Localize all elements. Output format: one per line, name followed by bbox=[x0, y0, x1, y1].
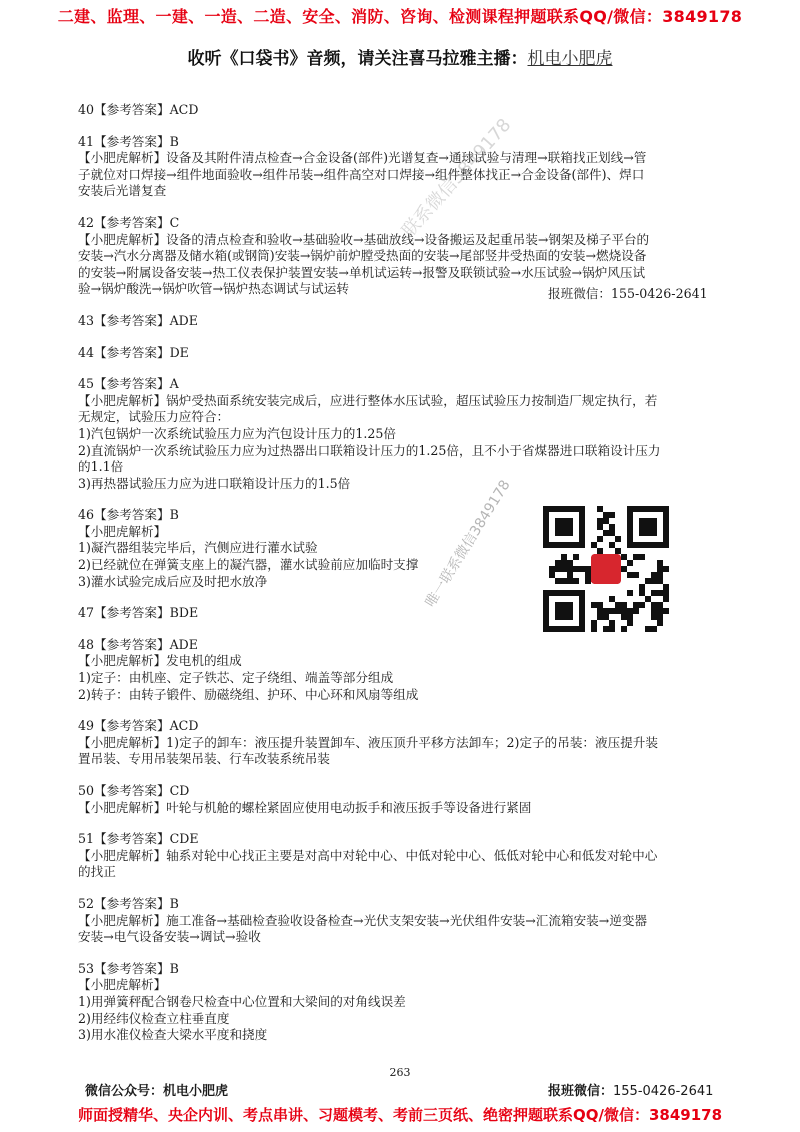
analysis-line: 2)转子：由转子锻件、励磁绕组、护环、中心环和风扇等组成 bbox=[78, 686, 419, 702]
qr-module bbox=[657, 560, 663, 566]
answer-key-line: 47【参考答案】BDE bbox=[78, 605, 199, 621]
qr-module bbox=[639, 554, 645, 560]
qr-module bbox=[621, 608, 627, 614]
qr-module bbox=[603, 530, 609, 536]
qr-module bbox=[663, 590, 669, 596]
qr-module bbox=[651, 578, 657, 584]
analysis-line: 2)已经就位在弹簧支座上的凝汽器，灌水试验前应加临时支撑 bbox=[78, 557, 419, 573]
page-number: 263 bbox=[389, 1066, 411, 1079]
qr-module bbox=[609, 530, 615, 536]
qr-module bbox=[585, 578, 591, 584]
qr-module bbox=[621, 626, 627, 632]
qr-module bbox=[663, 566, 669, 572]
subtitle bbox=[0, 44, 800, 69]
answer-key-line: 49【参考答案】ACD bbox=[78, 718, 199, 734]
watermark-diagonal-1: 联系微信3849178 bbox=[397, 114, 516, 242]
answer-key-line: 53【参考答案】B bbox=[78, 960, 179, 976]
qr-module bbox=[603, 608, 609, 614]
qr-module bbox=[609, 596, 615, 602]
qr-module bbox=[645, 578, 651, 584]
footer-contact bbox=[548, 1080, 713, 1099]
analysis-line: 3)用水准仪检查大梁水平度和挠度 bbox=[78, 1027, 268, 1043]
qr-module bbox=[573, 566, 579, 572]
qr-module bbox=[597, 518, 603, 524]
analysis-line: 子就位对口焊接→组件地面验收→组件吊装→组件高空对口焊接→组件整体找正→合金设备(部件)、焊口 bbox=[78, 166, 645, 182]
qr-module bbox=[561, 554, 567, 560]
qr-module bbox=[645, 626, 651, 632]
answer-entry bbox=[78, 896, 714, 946]
analysis-line: 【小肥虎解析】1)定子的卸车：液压提升装置卸车、液压顶升平移方法卸车；2)定子的吊装：液压提升装 bbox=[78, 734, 658, 750]
qr-module bbox=[585, 566, 591, 572]
qr-module bbox=[603, 626, 609, 632]
qr-module bbox=[633, 554, 639, 560]
analysis-line: 1)凝汽器组装完毕后，汽侧应进行灌水试验 bbox=[78, 540, 318, 556]
qr-module bbox=[597, 602, 603, 608]
analysis-line: 【小肥虎解析】发电机的组成 bbox=[78, 653, 242, 669]
qr-module bbox=[621, 566, 627, 572]
analysis-line: 1)用弹簧秤配合钢卷尺检查中心位置和大梁间的对角线误差 bbox=[78, 993, 406, 1009]
qr-module bbox=[555, 566, 561, 572]
qr-module bbox=[663, 596, 669, 602]
answer-entry bbox=[78, 783, 714, 816]
qr-module bbox=[573, 578, 579, 584]
qr-module bbox=[567, 566, 573, 572]
qr-module bbox=[591, 542, 597, 548]
qr-module bbox=[657, 566, 663, 572]
qr-module bbox=[591, 602, 597, 608]
analysis-line: 的找正 bbox=[78, 864, 116, 880]
top-banner: 二建、监理、一建、一造、二造、安全、消防、咨询、检测课程押题联系QQ/微信：3849178 bbox=[57, 7, 743, 26]
answer-key-line: 43【参考答案】ADE bbox=[78, 312, 198, 328]
qr-module bbox=[555, 578, 561, 584]
answer-entry bbox=[78, 961, 714, 1044]
analysis-line: 2)直流锅炉一次系统试验压力应为过热器出口联箱设计压力的1.25倍，且不小于省煤器进口联箱设计压力 bbox=[78, 442, 661, 458]
answer-key-line: 40【参考答案】ACD bbox=[78, 102, 199, 117]
qr-module bbox=[603, 512, 609, 518]
qr-module bbox=[615, 602, 621, 608]
answer-entry bbox=[78, 313, 714, 330]
qr-module bbox=[597, 524, 603, 530]
qr-module bbox=[639, 602, 645, 608]
qr-module bbox=[597, 608, 603, 614]
analysis-line: 【小肥虎解析】 bbox=[78, 977, 167, 993]
analysis-line: 1)定子：由机座、定子铁芯、定子绕组、端盖等部分组成 bbox=[78, 670, 394, 686]
qr-module bbox=[591, 626, 597, 632]
qr-module bbox=[549, 572, 555, 578]
qr-module bbox=[657, 602, 663, 608]
subtitle-host-link[interactable]: 机电小肥虎 bbox=[527, 49, 613, 69]
footer-contact-value: 155-0426-2641 bbox=[613, 1084, 714, 1099]
qr-module bbox=[561, 566, 567, 572]
qr-module bbox=[609, 620, 615, 626]
qr-module bbox=[597, 614, 603, 620]
qr-module bbox=[657, 578, 663, 584]
qr-module bbox=[597, 506, 603, 512]
analysis-line: 3)灌水试验完成后应及时把水放净 bbox=[78, 573, 268, 589]
footer-contact-label: 报班微信： bbox=[548, 1084, 614, 1099]
qr-module bbox=[627, 572, 633, 578]
qr-module bbox=[621, 614, 627, 620]
analysis-line: 无规定，试验压力应符合： bbox=[78, 409, 230, 425]
qr-module bbox=[561, 560, 567, 566]
answer-key-line: 42【参考答案】C bbox=[78, 214, 180, 230]
qr-module bbox=[615, 536, 621, 542]
qr-module bbox=[639, 590, 645, 596]
qr-module bbox=[627, 620, 633, 626]
analysis-line: 【小肥虎解析】 bbox=[78, 523, 167, 539]
qr-module bbox=[633, 608, 639, 614]
qr-module bbox=[585, 572, 591, 578]
qr-module bbox=[573, 554, 579, 560]
qr-module bbox=[603, 614, 609, 620]
analysis-line: 1)汽包锅炉一次系统试验压力应为汽包设计压力的1.25倍 bbox=[78, 425, 397, 441]
qr-module bbox=[621, 602, 627, 608]
analysis-line: 【小肥虎解析】设备及其附件清点检查→合金设备(部件)光谱复查→通球试验与清理→联箱找正划线→管 bbox=[78, 150, 647, 166]
qr-module bbox=[639, 584, 645, 590]
qr-module bbox=[579, 566, 585, 572]
qr-module bbox=[657, 572, 663, 578]
qr-module bbox=[567, 578, 573, 584]
answer-entry bbox=[78, 718, 714, 768]
answer-entry bbox=[78, 831, 714, 881]
watermark-diagonal-2: 唯一联系微信3849178 bbox=[422, 477, 514, 611]
analysis-line: 安装后光谱复查 bbox=[78, 183, 167, 199]
qr-module bbox=[627, 590, 633, 596]
analysis-line: 的1.1倍 bbox=[78, 459, 124, 475]
analysis-line: 2)用经纬仪检查立柱垂直度 bbox=[78, 1010, 230, 1026]
qr-module bbox=[603, 518, 609, 524]
analysis-line: 3)再热器试验压力应为进口联箱设计压力的1.5倍 bbox=[78, 475, 351, 491]
qr-module bbox=[651, 608, 657, 614]
qr-module bbox=[663, 584, 669, 590]
qr-module bbox=[615, 548, 621, 554]
analysis-line: 【小肥虎解析】设备的清点检查和验收→基础验收→基础放线→设备搬运及起重吊装→钢架及梯子平台的 bbox=[78, 231, 650, 247]
analysis-line: 【小肥虎解析】锅炉受热面系统安装完成后，应进行整体水压试验，超压试验压力按制造厂规定执行，若 bbox=[78, 392, 658, 408]
answer-entry bbox=[78, 134, 714, 200]
qr-module bbox=[633, 602, 639, 608]
qr-module bbox=[651, 626, 657, 632]
bottom-banner: 师面授精华、央企内训、考点串讲、习题模考、考前三页纸、绝密押题联系QQ/微信：3849178 bbox=[77, 1106, 723, 1124]
qr-code bbox=[543, 506, 669, 632]
answer-entry bbox=[78, 637, 714, 703]
answer-key-line: 48【参考答案】ADE bbox=[78, 636, 198, 652]
qr-module bbox=[609, 512, 615, 518]
qr-module bbox=[591, 620, 597, 626]
analysis-line: 验→锅炉酸洗→锅炉吹管→锅炉热态调试与试运转 bbox=[78, 281, 349, 297]
qr-module bbox=[609, 542, 615, 548]
answer-key-line: 45【参考答案】A bbox=[78, 376, 179, 392]
answer-key-line: 46【参考答案】B bbox=[78, 507, 179, 523]
answer-key-line: 52【参考答案】B bbox=[78, 895, 179, 911]
qr-module bbox=[621, 554, 627, 560]
answer-entry bbox=[78, 376, 714, 492]
qr-module bbox=[609, 608, 615, 614]
qr-module bbox=[561, 578, 567, 584]
analysis-line: 的安装→附属设备安装→热工仪表保护装置安装→单机试运转→报警及联锁试验→水压试验→锅炉风压试 bbox=[78, 264, 646, 280]
analysis-line: 安装→汽水分离器及储水箱(或钢筒)安装→锅炉前炉膛受热面的安装→尾部竖井受热面的安装→燃烧设备 bbox=[78, 248, 647, 264]
qr-module bbox=[657, 590, 663, 596]
qr-module bbox=[549, 566, 555, 572]
qr-module bbox=[633, 572, 639, 578]
inline-contact: 报班微信：155-0426-2641 bbox=[548, 286, 708, 301]
answer-entry bbox=[78, 102, 714, 119]
qr-module bbox=[609, 626, 615, 632]
analysis-line: 【小肥虎解析】施工准备→基础检查验收设备检查→光伏支架安装→光伏组件安装→汇流箱安装→逆变器 bbox=[78, 912, 648, 928]
qr-module bbox=[651, 572, 657, 578]
qr-module bbox=[663, 608, 669, 614]
answer-entry bbox=[78, 345, 714, 362]
qr-module bbox=[657, 614, 663, 620]
qr-module bbox=[609, 524, 615, 530]
answer-key-line: 44【参考答案】DE bbox=[78, 344, 189, 360]
qr-module bbox=[567, 560, 573, 566]
answer-key-line: 51【参考答案】CDE bbox=[78, 831, 199, 847]
qr-center-logo bbox=[591, 554, 621, 584]
qr-module bbox=[615, 608, 621, 614]
qr-module bbox=[657, 620, 663, 626]
qr-module bbox=[651, 614, 657, 620]
qr-module bbox=[651, 590, 657, 596]
analysis-line: 安装→电气设备安装→调试→验收 bbox=[78, 929, 261, 945]
analysis-line: 【小肥虎解析】轴系对轮中心找正主要是对高中对轮中心、中低对轮中心、低低对轮中心和低发对轮中心 bbox=[78, 847, 658, 863]
answer-key-line: 41【参考答案】B bbox=[78, 133, 179, 149]
qr-module bbox=[651, 602, 657, 608]
qr-module bbox=[645, 596, 651, 602]
qr-module bbox=[657, 608, 663, 614]
answer-key-line: 50【参考答案】CD bbox=[78, 783, 190, 798]
analysis-line: 置吊装、专用吊装架吊装、行车改装系统吊装 bbox=[78, 751, 330, 767]
qr-module bbox=[597, 536, 603, 542]
footer-wechat-account: 微信公众号：机电小肥虎 bbox=[85, 1084, 229, 1099]
qr-module bbox=[627, 608, 633, 614]
qr-module bbox=[627, 614, 633, 620]
qr-module bbox=[567, 572, 573, 578]
qr-module bbox=[597, 548, 603, 554]
analysis-line: 【小肥虎解析】叶轮与机舱的螺栓紧固应使用电动扳手和液压扳手等设备进行紧固 bbox=[78, 799, 532, 815]
qr-module bbox=[555, 560, 561, 566]
qr-module bbox=[627, 560, 633, 566]
subtitle-prefix: 收听《口袋书》音频，请关注喜马拉雅主播： bbox=[187, 49, 528, 69]
